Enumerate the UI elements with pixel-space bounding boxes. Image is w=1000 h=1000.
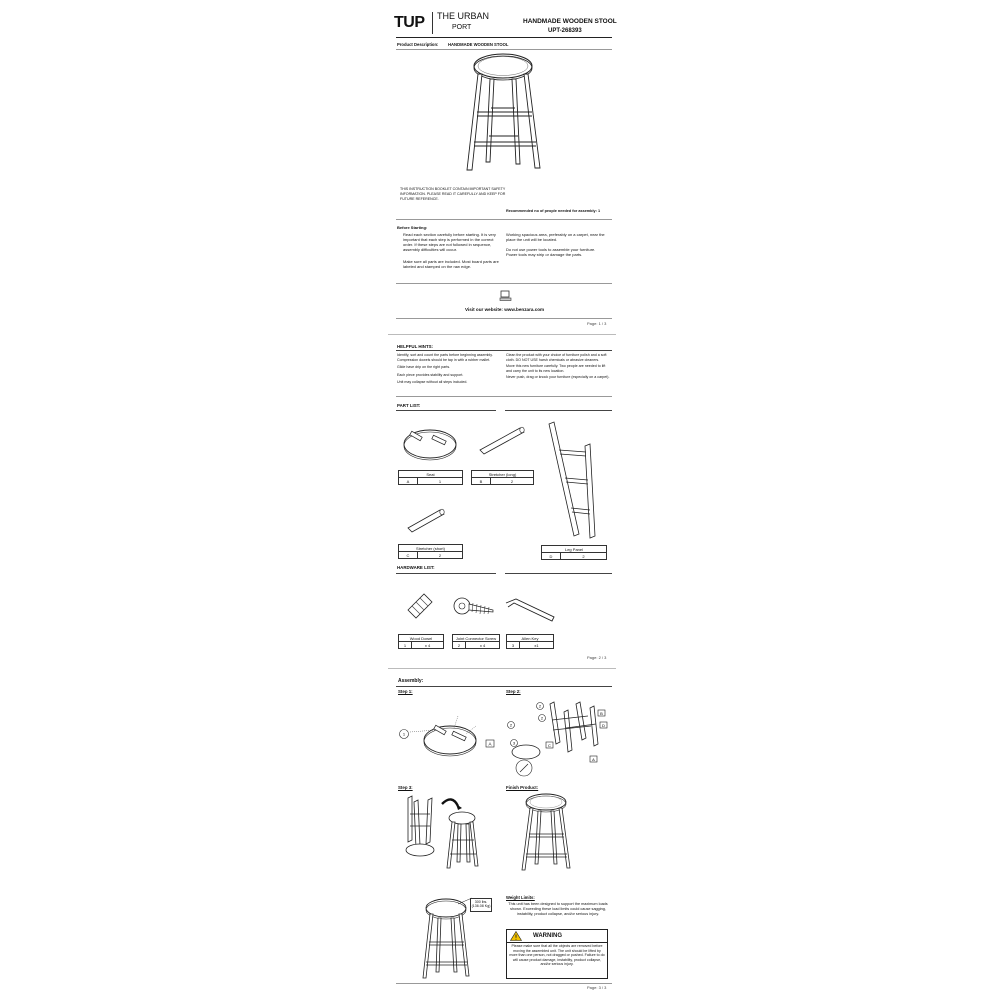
parts-rule-right [505, 410, 612, 411]
page1-footer-rule [396, 318, 612, 319]
warning-right-2: Do not use power tools to assemble your furniture. Power tools may strip or damage the parts. [506, 247, 596, 257]
page1-number: Page: 1 / 3 [587, 321, 607, 326]
assembly-rule [396, 686, 612, 687]
stool-illustration [460, 52, 550, 174]
allen-key-illustration [504, 597, 556, 623]
part-stretcher-long-name: Stretcher (long) [472, 471, 534, 478]
part-leg-panel-table [541, 545, 607, 560]
logo-name-top: THE URBAN [437, 11, 490, 21]
step1-callout-A: A [488, 741, 492, 747]
part-stretcher-short-illustration [406, 508, 446, 534]
hardware-allen-name: Allen Key [507, 635, 554, 642]
part-stretcher-short-code: C [399, 552, 418, 559]
finished-label: Finish Product: [506, 785, 539, 790]
page3-number: Page: 3 / 3 [587, 985, 607, 990]
step2-callout-2b: 2 [538, 703, 542, 709]
step2-callout-B: B [600, 711, 603, 716]
hint-left-5: Unit may collapse without all steps included. [397, 380, 468, 385]
step3-illustration [400, 790, 492, 872]
connector-screw-illustration [453, 594, 497, 624]
desc-value: HANDMADE WOODEN STOOL [448, 42, 509, 47]
part-stretcher-long-qty: 2 [491, 478, 534, 485]
page-separator-2 [388, 668, 616, 669]
part-stretcher-short-table [398, 544, 463, 559]
step2-label: Step 2: [506, 689, 521, 694]
hardware-screw-qty: x 4 [466, 642, 500, 649]
part-stretcher-long-code: B [472, 478, 491, 485]
website[interactable]: Visit our website: www.benzara.com [465, 307, 545, 312]
part-seat-illustration [402, 422, 458, 462]
hint-right-3: Never push, drag or knock your furniture (especially on a carpet). [506, 375, 610, 380]
hint-right-2: Move this new furniture carefully. Two people are needed to lift and carry the unit to its new location. [506, 364, 606, 373]
recommended-people: Recommended no of people needed for assembly: 1 [506, 209, 601, 213]
hardware-dowel-code: 1 [399, 642, 412, 649]
before-heading: Before Starting: [397, 225, 428, 230]
warning-box [506, 929, 608, 979]
before-item-2: Make sure all parts are included. Most board parts are labeled and stamped on the raw edge. [403, 259, 499, 269]
hints-heading: HELPFUL HINTS: [397, 344, 434, 349]
header-code: UPT-268393 [548, 28, 582, 34]
page3-footer-rule [396, 983, 612, 984]
desc-label: Product Description: [397, 42, 439, 47]
hints-rule [396, 350, 612, 351]
warning-icon [510, 931, 522, 941]
logo-mark: TUP [394, 14, 425, 31]
step2-callout-A: A [592, 757, 595, 762]
step2-callout-D: D [602, 723, 605, 728]
weight-callout-text: 300 lbs. (136.08 Kg) [471, 900, 491, 909]
step2-callout-2a: 2 [509, 722, 513, 728]
header-title: HANDMADE WOODEN STOOL [523, 18, 617, 25]
hardware-allen-code: 3 [507, 642, 520, 649]
hardware-rule-right [505, 573, 612, 574]
hint-left-2: Compression dowels should be tap in with a rubber mallet. [397, 357, 491, 362]
hint-left-4: Each piece provides stability and support. [397, 372, 464, 377]
page2-number: Page: 2 / 3 [587, 655, 607, 660]
hint-left-1: Identify, sort and count the parts before beginning assembly. [397, 353, 493, 357]
finished-product-illustration [518, 792, 574, 872]
assembly-heading: Assembly: [398, 678, 424, 684]
step1-callout-1: 1 [402, 731, 406, 737]
hardware-screw-name: Joint Connector Screw [453, 635, 500, 642]
part-stretcher-short-name: Stretcher (short) [399, 545, 463, 552]
weight-stool-illustration [422, 894, 474, 980]
booklet-notice: THIS INSTRUCTION BOOKLET CONTAIN IMPORTANT SAFETY INFORMATION. PLEASE READ IT CAREFULLY AND KEEP FOR FUTURE REFERENCE. [400, 187, 506, 201]
hardware-heading: HARDWARE LIST: [397, 565, 435, 570]
weight-callout-box [470, 898, 492, 912]
computer-icon [500, 290, 512, 302]
hardware-dowel-name: Wood Dowel [399, 635, 444, 642]
part-seat-name: Seat [399, 471, 463, 478]
step2-illustration [506, 698, 612, 778]
hardware-dowel-table [398, 634, 444, 649]
header-rule [396, 37, 612, 38]
desc-rule [396, 49, 612, 50]
section-rule-1 [396, 219, 612, 220]
step1-label: Step 1: [398, 689, 413, 694]
warning-right-1: Working spacious area, preferably on a carpet, near the place the unit will be located. [506, 232, 605, 242]
hints-bottom-rule [396, 396, 612, 397]
step3-label: Step 3: [398, 785, 413, 790]
step1-illustration [398, 708, 498, 768]
logo-name-bottom: PORT [452, 24, 472, 31]
hardware-allen-table [506, 634, 554, 649]
part-seat-table [398, 470, 463, 485]
weight-text: This unit has been designed to support the maximum loads shown. Exceeding these load limits could cause sagging, instability, product collapse, and/or serious injury. [508, 902, 608, 916]
parts-heading: PART LIST: [397, 403, 421, 408]
section-rule-2 [396, 283, 612, 284]
logo-divider [432, 12, 433, 34]
part-leg-panel-name: Leg Panel [542, 546, 607, 553]
hints-right [506, 353, 610, 380]
part-stretcher-long-table [471, 470, 534, 485]
part-seat-code: A [399, 478, 418, 485]
part-stretcher-short-qty: 2 [418, 552, 463, 559]
hardware-allen-qty: x1 [520, 642, 554, 649]
hardware-rule-left [396, 573, 496, 574]
part-leg-panel-code: D [542, 553, 561, 560]
warning-text: Please make sure that all the objects are removed before moving the assembled unit. The unit should be lifted by more than one person, not dragged or pushed. Failure to do will cause product damage, instability, product collapse, and/or serious injury. [509, 944, 605, 967]
parts-rule-left [396, 410, 496, 411]
part-seat-qty: 1 [418, 478, 463, 485]
part-leg-panel-qty: 2 [561, 553, 607, 560]
before-item-1: Read each section carefully before starting. It is very important that each step is performed in the correct order. If these steps are not followed in sequence, assembly difficulties will occur. [403, 232, 496, 252]
part-stretcher-long-illustration [478, 426, 526, 456]
hint-left-3: Glide have drip on the right parts. [397, 365, 451, 370]
warning-header [507, 930, 607, 943]
hint-right-1: Clean the product with your choice of furniture polish and a soft cloth. DO NOT USE harsh chemicals or abrasive cleaners. [506, 353, 607, 362]
hints-left [397, 353, 497, 385]
step2-callout-2c: 2 [540, 715, 544, 721]
hardware-screw-table [452, 634, 500, 649]
step2-callout-3: 3 [512, 740, 516, 746]
page-separator-1 [388, 334, 616, 335]
part-leg-panel-illustration [545, 420, 603, 540]
warning-title: WARNING [533, 933, 562, 939]
weight-heading: Weight Limits: [506, 895, 535, 900]
hardware-screw-code: 2 [453, 642, 466, 649]
wood-dowel-illustration [406, 592, 434, 622]
step2-callout-C: C [548, 743, 551, 748]
hardware-dowel-qty: x 4 [412, 642, 444, 649]
